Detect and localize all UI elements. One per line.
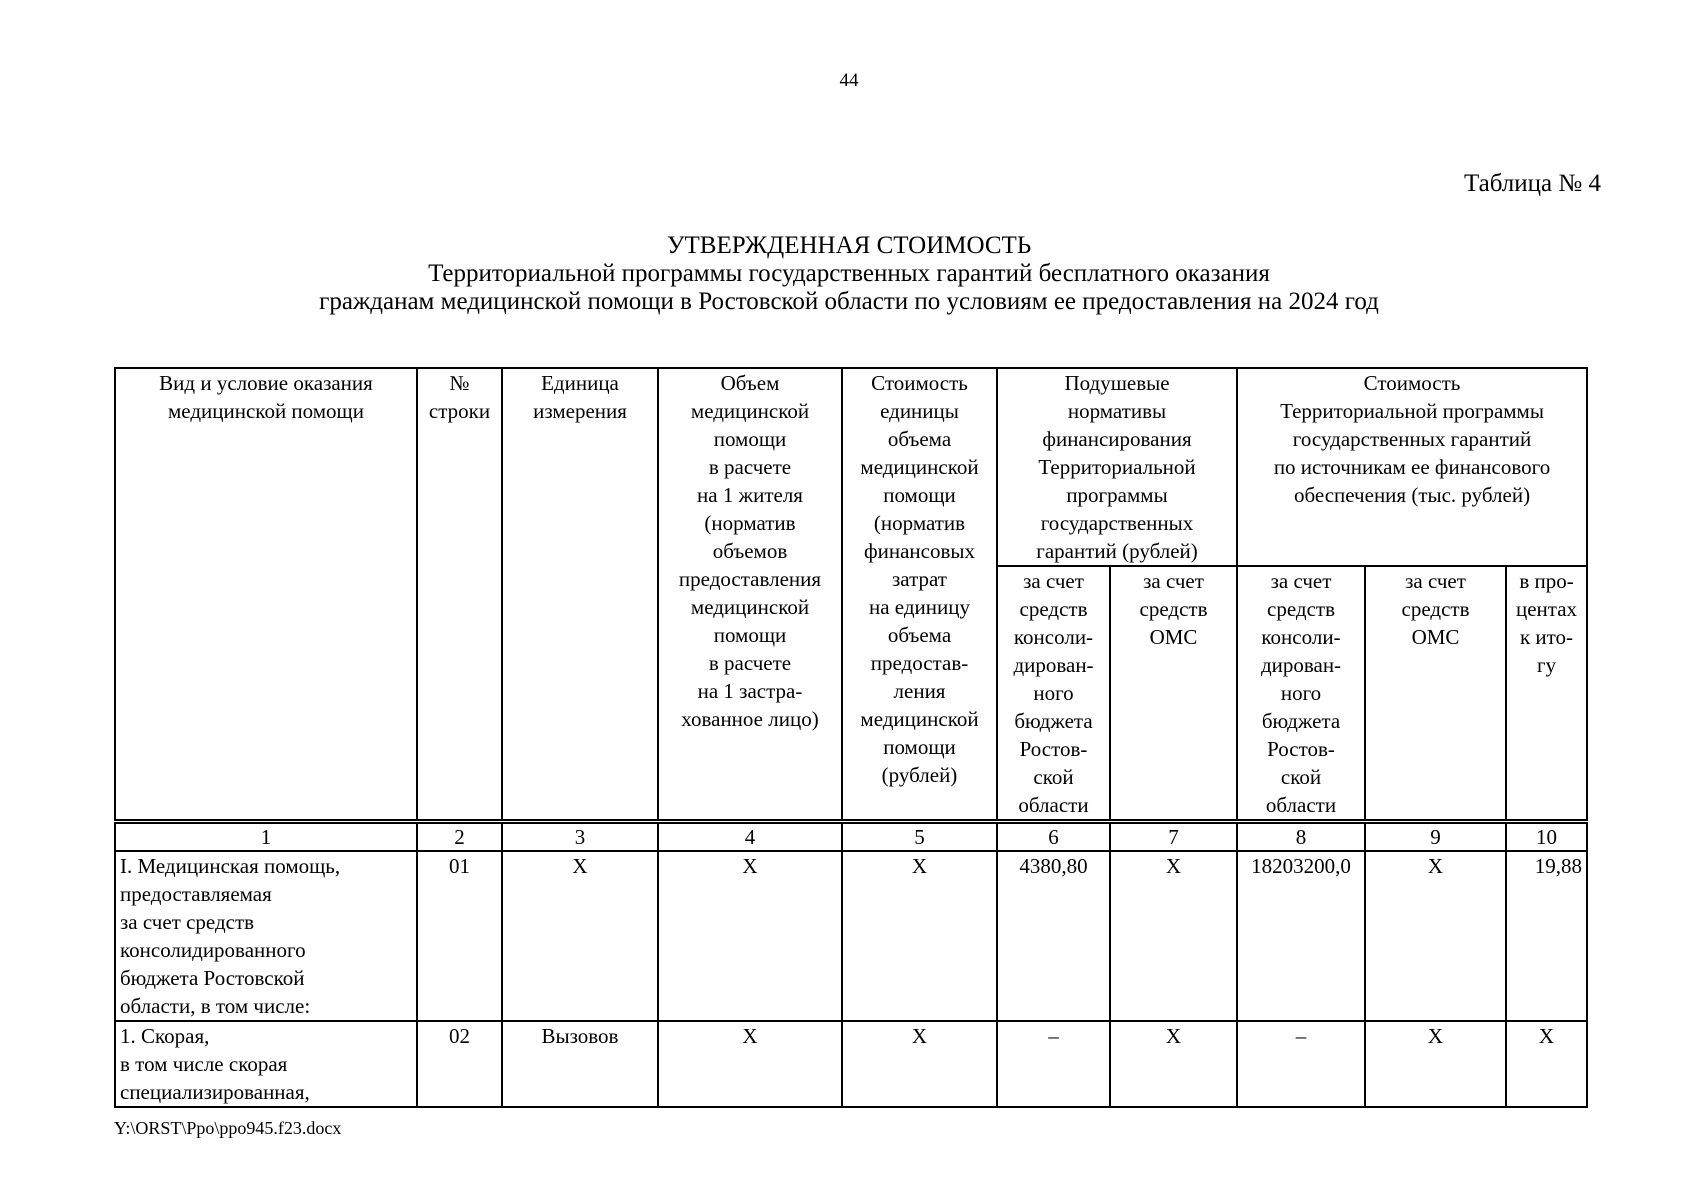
header-cost-group: Стоимость Территориальной программы государственных гарантий по источникам ее финансового обеспечения (тыс. рублей) bbox=[1237, 368, 1587, 566]
header-per-capita-budget: за счет средств консоли- дирован- ного бюджета Ростов- ской области bbox=[997, 566, 1110, 822]
header-service-type: Вид и условие оказания медицинской помощи bbox=[115, 368, 417, 822]
title-line-2: Территориальной программы государственных гарантий бесплатного оказания bbox=[428, 260, 1270, 287]
header-per-capita-oms: за счет средств ОМС bbox=[1110, 566, 1237, 822]
column-number: 1 bbox=[115, 822, 417, 852]
cost-table bbox=[114, 367, 1588, 1108]
column-number: 10 bbox=[1506, 822, 1587, 852]
column-number: 5 bbox=[842, 822, 997, 852]
row-percent: 19,88 bbox=[1506, 851, 1587, 1021]
header-percent: в про- центах к ито- гу bbox=[1506, 566, 1587, 822]
title-line-3: гражданам медицинской помощи в Ростовской области по условиям ее предоставления на 2024 год bbox=[319, 288, 1379, 315]
page-number: 44 bbox=[839, 70, 859, 91]
header-volume: Объем медицинской помощи в расчете на 1 жителя (норматив объемов предоставления медицинской помощи в расчете на 1 застра- хованное лицо) bbox=[658, 368, 842, 822]
row-service-name: I. Медицинская помощь, предоставляемая за счет средств консолидированного бюджета Ростовской области, в том числе: bbox=[115, 851, 417, 1021]
row-line-number: 02 bbox=[417, 1021, 502, 1107]
row-cost-oms: X bbox=[1365, 851, 1506, 1021]
header-row-1 bbox=[115, 368, 1587, 566]
header-line-number: № строки bbox=[417, 368, 502, 822]
header-unit-cost: Стоимость единицы объема медицинской помощи (норматив финансовых затрат на единицу объема предостав- ления медицинской помощи (рублей) bbox=[842, 368, 997, 822]
header-unit: Единица измерения bbox=[502, 368, 658, 822]
row-unit-cost: X bbox=[842, 851, 997, 1021]
row-unit: X bbox=[502, 851, 658, 1021]
row-cost-budget: – bbox=[1237, 1021, 1365, 1107]
file-path: Y:\ORST\Ppo\ppo945.f23.docx bbox=[114, 1118, 342, 1138]
row-cost-oms: X bbox=[1365, 1021, 1506, 1107]
column-number: 9 bbox=[1365, 822, 1506, 852]
header-per-capita-group: Подушевые нормативы финансирования Территориальной программы государственных гарантий (рублей) bbox=[997, 368, 1237, 566]
title-line-1: УТВЕРЖДЕННАЯ СТОИМОСТЬ bbox=[666, 232, 1032, 259]
row-unit-cost: X bbox=[842, 1021, 997, 1107]
row-unit: Вызовов bbox=[502, 1021, 658, 1107]
row-per-capita-oms: X bbox=[1110, 1021, 1237, 1107]
row-line-number: 01 bbox=[417, 851, 502, 1021]
row-volume: X bbox=[658, 851, 842, 1021]
row-percent: X bbox=[1506, 1021, 1587, 1107]
header-cost-oms: за счет средств ОМС bbox=[1365, 566, 1506, 822]
row-volume: X bbox=[658, 1021, 842, 1107]
row-per-capita-budget: 4380,80 bbox=[997, 851, 1110, 1021]
table-row bbox=[115, 851, 1587, 1021]
column-number: 4 bbox=[658, 822, 842, 852]
table-label: Таблица № 4 bbox=[1463, 170, 1601, 197]
row-per-capita-oms: X bbox=[1110, 851, 1237, 1021]
row-per-capita-budget: – bbox=[997, 1021, 1110, 1107]
table-row bbox=[115, 1021, 1587, 1107]
row-service-name: 1. Скорая, в том числе скорая специализированная, bbox=[115, 1021, 417, 1107]
column-number: 6 bbox=[997, 822, 1110, 852]
column-number: 2 bbox=[417, 822, 502, 852]
column-number: 3 bbox=[502, 822, 658, 852]
column-number: 8 bbox=[1237, 822, 1365, 852]
column-numbers-row bbox=[115, 822, 1587, 852]
header-cost-budget: за счет средств консоли- дирован- ного бюджета Ростов- ской области bbox=[1237, 566, 1365, 822]
column-number: 7 bbox=[1110, 822, 1237, 852]
document-title bbox=[0, 232, 1698, 316]
row-cost-budget: 18203200,0 bbox=[1237, 851, 1365, 1021]
